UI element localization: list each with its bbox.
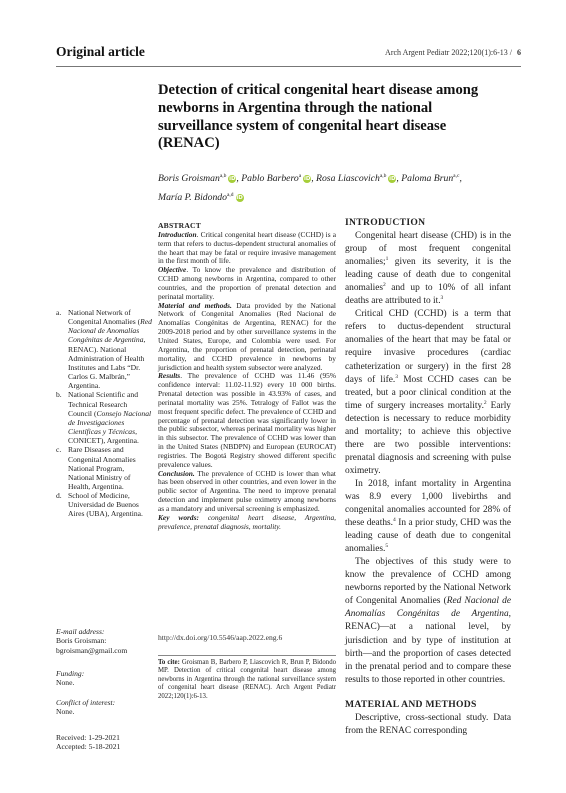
affiliation-text: [68, 491, 152, 518]
reference-mark: 3: [440, 295, 444, 302]
abstract-label: Key words:: [158, 512, 199, 522]
author-name: María P. Bidondo: [158, 192, 227, 204]
body-text: and up to 10% of all infant deaths are attributed to it.: [345, 283, 511, 307]
dates-block: [56, 733, 156, 752]
author: [241, 173, 316, 184]
author-affiliation-marks: a,b: [219, 173, 227, 179]
orcid-icon[interactable]: iD: [236, 195, 243, 202]
funding-block: [56, 669, 156, 688]
body-text: given its severity, it is the leading cause of death due to congenital anomalies: [345, 257, 511, 294]
author: [158, 192, 244, 203]
author-affiliation-marks: a,b: [379, 173, 387, 179]
body-text: The objectives of this study were to know the prevalence of CCHD among newborns reported by the National Network of Congenital Anomalies (: [345, 557, 511, 607]
body-paragraph: [345, 308, 511, 478]
section-label: Original article: [56, 44, 145, 59]
cite-label: To cite:: [158, 659, 180, 666]
author-name: Boris Groisman: [158, 173, 220, 185]
abstract-text: congenital heart disease, Argentina, prevalence, prenatal diagnosis, mortality.: [158, 512, 336, 531]
abstract-label: Results: [158, 371, 181, 381]
author-separator: ,: [236, 173, 242, 185]
body-text: , RENAC)—at a national level, by jurisdiction and by type of institution at birth—and the proportion of cases detected in the prenatal period and to compare these results to those reported in other countries.: [345, 609, 511, 685]
body-paragraph: [345, 230, 511, 308]
methods-text: [345, 712, 511, 738]
introduction-heading: INTRODUCTION: [345, 217, 426, 228]
orcid-icon[interactable]: iD: [389, 176, 396, 183]
email-block: [56, 627, 156, 655]
body-text: Most CCHD cases can be treated, but a poor clinical condition at the time of surgery increases mortality.: [345, 374, 511, 411]
affiliation-text: [68, 445, 152, 491]
email-label: E-mail address:: [56, 627, 105, 636]
affiliation-letter: c.: [56, 445, 62, 455]
affiliation-letter: a.: [56, 308, 62, 317]
affiliation-item: [56, 491, 152, 518]
author-list: [158, 168, 518, 206]
funding-value: None.: [56, 678, 75, 688]
reference-mark: 3: [395, 373, 398, 380]
body-paragraph: [345, 478, 511, 556]
author-name: Rosa Liascovich: [316, 173, 380, 185]
abstract-text: . Critical congenital heart disease (CCHD) is a term that refers to ductus-dependent structural anomalies of the heart that may be fatal or require invasive management in the first month of life.: [158, 229, 336, 266]
page-number: 6: [517, 48, 521, 57]
author: [401, 173, 462, 184]
affiliation-part: Rare Diseases and Congenital Anomalies National Program, National Ministry of Health, Argentina.: [68, 445, 136, 491]
email-address[interactable]: bgroisman@gmail.com: [56, 645, 128, 655]
author-name: Paloma Brun: [401, 173, 454, 185]
author-separator: ,: [311, 173, 317, 185]
affiliation-text: [68, 308, 152, 390]
abstract-text: . The prevalence of CCHD was 11.46 (95% confidence interval: 11.02-11.92) every 10 000 births. Prenatal detection was possible in 43.93% of cases, and perinatal mortality was 25%. Tetralogy of Fallot was the most frequent specific defect. The prevalence of CCHD and percentage of prenatal detection was significantly lower in the public subsector, whereas perinatal mortality was higher in this subsector. The prevalence of CCHD was lower than in the United States (NBDPN) and European (EUROCAT) registries. The Bogotá Registry showed different specific prevalence values.: [158, 371, 336, 469]
body-text: Red Nacional de Anomalías Congénitas de Argentina: [345, 596, 511, 620]
abstract-label: Introduction: [158, 229, 197, 239]
author-separator: ,: [396, 173, 402, 185]
abstract-text: Data provided by the National Network of Congenital Anomalies (Red Nacional de Anomalías Congénitas de Argentina, RENAC) for the 2009-2018 period and by other surveillance systems in the United States, Europe, and Colombia were used. For Argentina, the proportion of prenatal detection, perinatal mortality, and CCHD prevalence in newborns by jurisdiction and health system subsector were analyzed.: [158, 300, 336, 372]
body-text: Congenital heart disease (CHD) is in the group of most frequent congenital anomalies;: [345, 231, 511, 268]
abstract-text: . To know the prevalence and distribution of CCHD among newborns in Argentina, compared to other countries, and the proportion of prenatal detection and perinatal mortality.: [158, 265, 336, 301]
affiliation-part: , RENAC). National Administration of Health Institutes and Labs “Dr. Carlos G. Malbrán,” Argentina.: [68, 335, 146, 391]
abstract-label: Material and methods.: [158, 300, 232, 310]
separator: /: [509, 48, 512, 57]
body-text: Descriptive, cross-sectional study. Data from the RENAC corresponding: [345, 712, 511, 736]
abstract: [158, 222, 336, 532]
reference-mark: 2: [383, 282, 386, 289]
funding-label: Funding:: [56, 669, 85, 678]
cite-box: [158, 655, 336, 701]
introduction-text: [345, 230, 511, 687]
author: [316, 173, 401, 184]
body-text: Early detection is necessary to reduce morbidity and mortality; to achieve this objective there are two possible interventions: prenatal diagnosis and screening with pulse oximetry.: [345, 400, 511, 476]
affiliation-item: [56, 390, 152, 445]
abstract-paragraph: [158, 231, 336, 266]
body-text: In 2018, infant mortality in Argentina was 8.9 every 1,000 livebirths and congenital anomalies accounted for 28% of these deaths.: [345, 478, 511, 529]
affiliation-part: , CONICET), Argentina.: [68, 427, 139, 446]
abstract-paragraph: [158, 302, 336, 373]
email-author: Boris Groisman:: [56, 636, 107, 646]
cite-text: Groisman B, Barbero P, Liascovich R, Brun P, Bidondo MP. Detection of critical congenital heart disease among newborns in Argentina through the national surveillance system of congenital heart disease (RENAC). Arch Argent Pediatr 2022;120(1):6-13.: [158, 659, 336, 700]
abstract-paragraph: [158, 266, 336, 301]
author-affiliation-marks: a,d: [226, 192, 234, 199]
abstract-heading: ABSTRACT: [158, 221, 201, 230]
author: [158, 173, 241, 184]
abstract-paragraph: [158, 372, 336, 469]
doi-link[interactable]: http://dx.doi.org/10.5546/aap.2022.eng.6: [158, 633, 283, 642]
journal-citation: Arch Argent Pediatr 2022;120(1):6-13: [385, 48, 508, 57]
body-column: [345, 216, 511, 738]
author-name: Pablo Barbero: [241, 173, 299, 185]
reference-mark: 5: [385, 543, 389, 550]
methods-heading: MATERIAL AND METHODS: [345, 698, 477, 710]
author-affiliation-marks: a,c: [453, 173, 460, 179]
affiliations: [56, 308, 152, 519]
affiliation-text: [68, 390, 152, 445]
affiliation-letter: b.: [56, 390, 62, 400]
affiliation-letter: d.: [56, 491, 62, 501]
affiliation-part: School of Medicine, Universidad de Buenos Aires (UBA), Argentina.: [68, 491, 143, 519]
affiliation-part: Consejo Nacional de Investigaciones Científicas y Técnicas: [68, 408, 152, 437]
abstract-text: The prevalence of CCHD is lower than what has been observed in other countries, and even lower in the public sector of Argentina. The need to improve prenatal detection and implement pulse oximetry among newborns as a mandatory and universal screening is emphasized.: [158, 468, 336, 513]
reference-mark: 1: [385, 256, 389, 263]
running-head: [385, 48, 521, 57]
article-title: Detection of critical congenital heart disease among newborns in Argentina through the national surveillance system of congenital heart disease (RENAC): [158, 82, 479, 152]
affiliation-part: Red Nacional de Anomalías Congénitas de Argentina: [68, 317, 152, 345]
body-text: Critical CHD (CCHD) is a term that refers to ductus-dependent structural anomalies of the heart that may be fatal or require invasive procedures (cardiac catheterization or surgery) in the first 28 days of life.: [345, 309, 511, 385]
orcid-icon[interactable]: iD: [303, 176, 311, 183]
reference-mark: 2: [483, 399, 487, 406]
conflict-value: None.: [56, 707, 75, 717]
body-text: In a prior study, CHD was the leading cause of death due to congenital anomalies.: [345, 518, 511, 555]
page-header: [56, 44, 521, 67]
author-separator: ,: [459, 173, 462, 185]
reference-mark: 4: [393, 516, 396, 523]
body-paragraph: [345, 712, 511, 738]
affiliation-part: National Scientific and Technical Research Council (: [68, 390, 139, 418]
abstract-label: Conclusion.: [158, 468, 195, 478]
conflict-block: [56, 698, 156, 717]
affiliation-part: National Network of Congenital Anomalies (: [68, 308, 141, 327]
orcid-icon[interactable]: iD: [229, 176, 236, 183]
accepted-date: Accepted: 5-18-2021: [56, 742, 121, 752]
abstract-label: Objective: [158, 265, 187, 275]
conflict-label: Conflict of interest:: [56, 698, 116, 707]
received-date: Received: 1-29-2021: [56, 733, 120, 742]
body-paragraph: [345, 556, 511, 686]
abstract-body: [158, 231, 336, 532]
affiliation-item: [56, 445, 152, 491]
author-affiliation-marks: a: [298, 173, 302, 179]
affiliation-item: [56, 308, 152, 390]
abstract-paragraph: [158, 514, 336, 532]
abstract-paragraph: [158, 470, 336, 514]
